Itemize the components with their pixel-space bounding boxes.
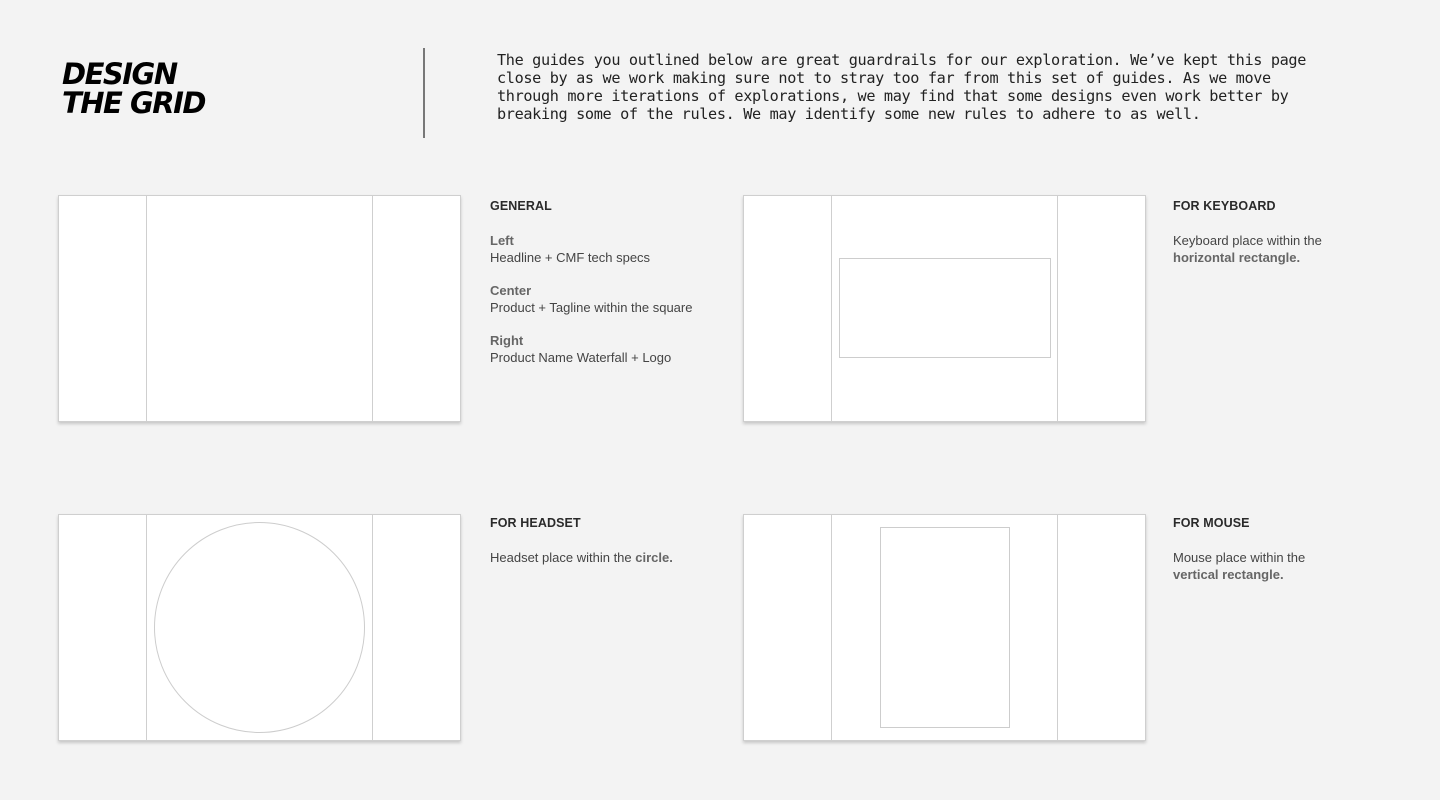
keyboard-description	[1173, 199, 1322, 266]
right-column-guide	[1057, 196, 1058, 421]
item-label: Left	[490, 233, 514, 248]
item-text: Product Name Waterfall + Logo	[490, 350, 672, 365]
item-label: Center	[490, 283, 532, 298]
general-item-right	[490, 332, 692, 366]
headset-emphasis: circle.	[635, 550, 673, 565]
mouse-text: Mouse place within the	[1173, 550, 1306, 565]
general-grid-diagram	[58, 195, 461, 422]
vertical-rectangle-guide	[880, 527, 1010, 728]
general-heading: GENERAL	[490, 199, 552, 213]
left-column-guide	[831, 515, 832, 740]
keyboard-text: Keyboard place within the	[1173, 233, 1322, 248]
item-text: Product + Tagline within the square	[490, 300, 693, 315]
mouse-grid-diagram	[743, 514, 1146, 741]
intro-paragraph: The guides you outlined below are great guardrails for our exploration. We’ve kept this page close by as we work making sure not to stray too far from this set of guides. As we move through more iterations of explorations, we may find that some designs even work better by breaking some of the rules. We may identify some new rules to adhere to as well.	[497, 51, 1307, 123]
right-column-guide	[372, 196, 373, 421]
left-column-guide	[146, 196, 147, 421]
keyboard-emphasis: horizontal rectangle.	[1173, 250, 1301, 265]
mouse-description	[1173, 516, 1305, 583]
left-column-guide	[831, 196, 832, 421]
headset-heading: FOR HEADSET	[490, 516, 581, 530]
general-description	[490, 199, 692, 382]
keyboard-grid-diagram	[743, 195, 1146, 422]
right-column-guide	[1057, 515, 1058, 740]
headset-description	[490, 516, 673, 566]
headset-text: Headset place within the	[490, 550, 632, 565]
title-line-2: THE GRID	[62, 86, 205, 120]
page-title	[62, 57, 205, 120]
vertical-divider	[423, 48, 425, 138]
keyboard-heading: FOR KEYBOARD	[1173, 199, 1276, 213]
left-column-guide	[146, 515, 147, 740]
general-item-left	[490, 232, 692, 266]
right-column-guide	[372, 515, 373, 740]
item-label: Right	[490, 333, 524, 348]
title-line-1: DESIGN	[62, 57, 177, 91]
mouse-emphasis: vertical rectangle.	[1173, 567, 1284, 582]
general-item-center	[490, 282, 692, 316]
horizontal-rectangle-guide	[839, 258, 1051, 358]
headset-grid-diagram	[58, 514, 461, 741]
mouse-heading: FOR MOUSE	[1173, 516, 1250, 530]
item-text: Headline + CMF tech specs	[490, 250, 651, 265]
circle-guide	[154, 522, 365, 733]
